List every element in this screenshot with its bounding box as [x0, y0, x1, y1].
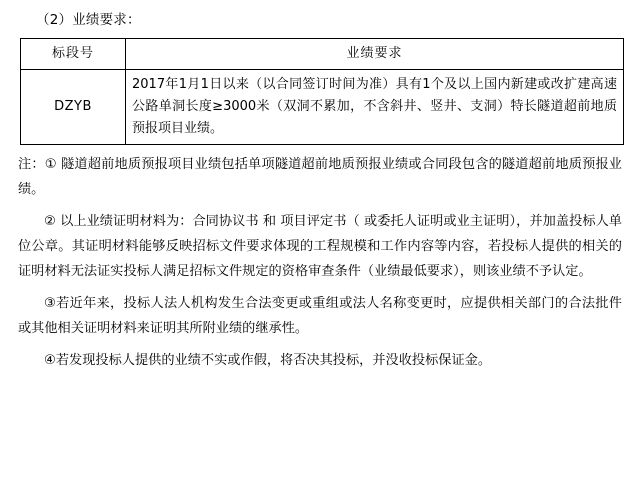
notes-block: [18, 152, 622, 373]
table-row: [21, 70, 624, 145]
cell-requirement: 2017年1月1日以来（以合同签订时间为准）具有1个及以上国内新建或改扩建高速公路单洞长度≥3000米（双洞不累加，不含斜井、竖井、支洞）特长隧道超前地质预报项目业绩。: [126, 70, 624, 145]
column-header-requirement: 业绩要求: [126, 39, 624, 70]
note-item-1: 注：① 隧道超前地质预报项目业绩包括单项隧道超前地质预报业绩或合同段包含的隧道超前地质预报业绩。: [18, 157, 622, 197]
table-body: [21, 70, 624, 145]
table-header: [21, 39, 624, 70]
table-header-row: [21, 39, 624, 70]
note-item-2: ② 以上业绩证明材料为：合同协议书 和 项目评定书（ 或委托人证明或业主证明），并加盖投标人单位公章。其证明材料能够反映招标文件要求体现的工程规模和工作内容等内容，若投标人提供的相关的证明材料无法证实投标人满足招标文件规定的资格审查条件（业绩最低要求），则该业绩不予认定。: [18, 214, 622, 279]
note-item-3: ③若近年来，投标人法人机构发生合法变更或重组或法人名称变更时，应提供相关部门的合法批件或其他相关证明材料来证明其所附业绩的继承性。: [18, 296, 622, 336]
note-item-4: ④若发现投标人提供的业绩不实或作假，将否决其投标，并没收投标保证金。: [44, 353, 492, 368]
section-heading: （2）业绩要求：: [36, 12, 141, 28]
cell-section-no: DZYB: [21, 70, 126, 145]
column-header-section-no: 标段号: [21, 39, 126, 70]
performance-requirement-table: [20, 38, 624, 145]
